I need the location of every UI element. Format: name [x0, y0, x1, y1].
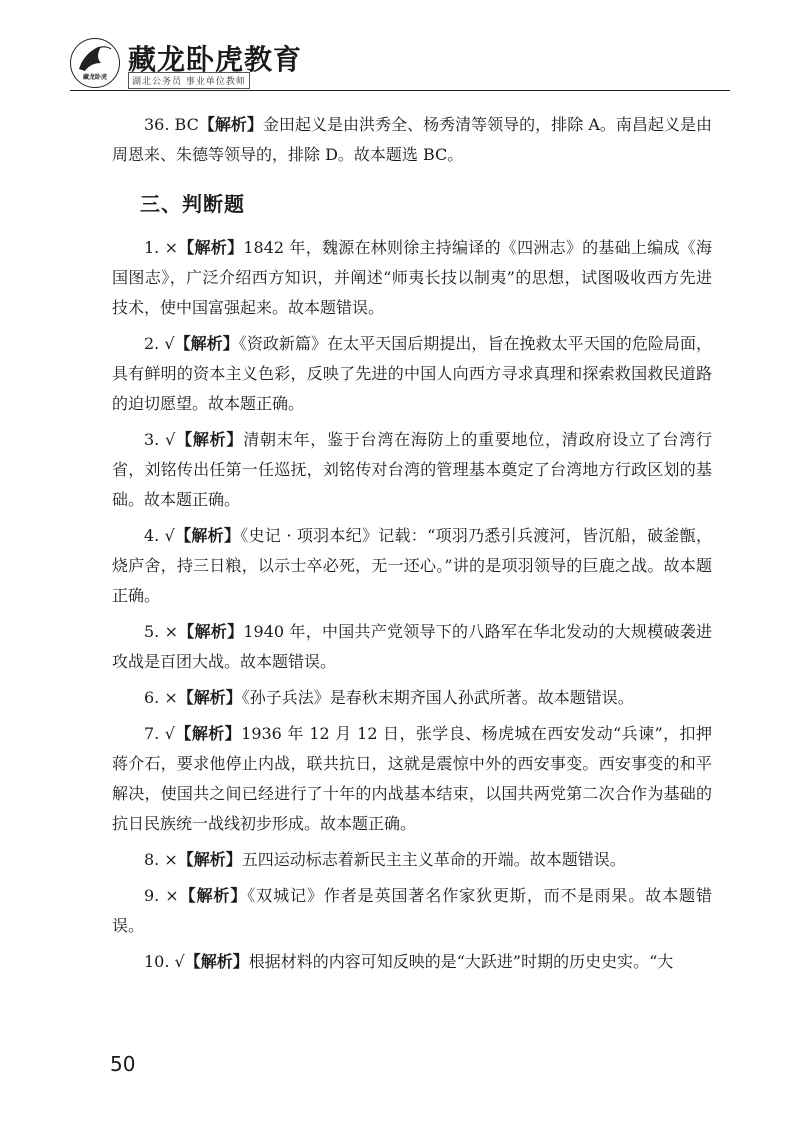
brand-logo	[70, 38, 120, 88]
answer-item	[112, 845, 712, 875]
answer-number: 4. √	[144, 526, 175, 545]
answer-number: 9. ×	[144, 886, 179, 905]
analysis-tag: 【解析】	[177, 850, 242, 869]
answer-number: 6. ×	[144, 688, 178, 707]
answer-item	[112, 719, 712, 839]
answer-text: 根据材料的内容可知反映的是“大跃进”时期的历史史实。“大	[248, 952, 674, 971]
answer-text: 清朝末年，鉴于台湾在海防上的重要地位，清政府设立了台湾行省，刘铭传出任第一任巡抚，刘铭传对台湾的管理基本奠定了台湾地方行政区划的基础。故本题正确。	[112, 430, 712, 509]
logo-label: 藏龙卧虎	[82, 74, 107, 81]
page-content	[112, 110, 712, 983]
answer-text: 《孙子兵法》是春秋末期齐国人孙武所著。故本题错误。	[241, 688, 634, 707]
answer-text: 1936 年 12 月 12 日，张学良、杨虎城在西安发动“兵谏”，扣押蒋介石，要求他停止内战，联共抗日，这就是震惊中外的西安事变。西安事变的和平解决，使国共之间已经进行了十年的内战基本结束，以国共两党第二次合作为基础的抗日民族统一战线初步形成。故本题正确。	[112, 724, 712, 833]
answer-text: 《史记 · 项羽本纪》记载：“项羽乃悉引兵渡河，皆沉船，破釜甑，烧庐舍，持三日粮，以示士卒必死，无一还心。”讲的是项羽领导的巨鹿之战。故本题正确。	[112, 526, 712, 605]
analysis-tag: 【解析】	[184, 952, 249, 971]
answer-number: 7. √	[144, 724, 175, 743]
page-header	[0, 0, 800, 92]
answer-text: 1940 年，中国共产党领导下的八路军在华北发动的大规模破袭进攻战是百团大战。故本题错误。	[112, 622, 712, 671]
analysis-tag: 【解析】	[178, 238, 244, 257]
answer-number: 8. ×	[144, 850, 178, 869]
answer-item	[112, 329, 712, 419]
answer-number: 5. ×	[144, 622, 179, 641]
analysis-tag: 【解析】	[178, 622, 244, 641]
analysis-tag: 【解析】	[177, 688, 242, 707]
answer-text: 金田起义是由洪秀全、杨秀清等领导的，排除 A。南昌起义是由周恩来、朱德等领导的，排除 D。故本题选 BC。	[112, 115, 712, 164]
answer-item	[112, 425, 712, 515]
answer-text: 《双城记》作者是英国著名作家狄更斯，而不是雨果。故本题错误。	[112, 886, 712, 935]
answer-text: 五四运动标志着新民主主义革命的开端。故本题错误。	[241, 850, 626, 869]
answer-number: 10. √	[144, 952, 185, 971]
answer-item	[112, 683, 712, 713]
analysis-tag: 【解析】	[198, 115, 263, 134]
header-divider	[70, 90, 730, 91]
answer-number: 3. √	[144, 430, 176, 449]
answer-item	[112, 881, 712, 941]
answer-text: 1842 年，魏源在林则徐主持编译的《四洲志》的基础上编成《海国图志》，广泛介绍西方知识，并阐述“师夷长技以制夷”的思想，试图吸收西方先进技术，使中国富强起来。故本题错误。	[112, 238, 712, 317]
analysis-tag: 【解析】	[178, 886, 248, 905]
answer-item	[112, 617, 712, 677]
answer-item	[112, 521, 712, 611]
page-number: 50	[110, 1052, 136, 1076]
answer-item	[112, 947, 712, 977]
analysis-tag: 【解析】	[175, 430, 244, 449]
analysis-tag: 【解析】	[174, 526, 241, 545]
answer-number: 1. ×	[144, 238, 179, 257]
answer-text: 《资政新篇》在太平天国后期提出，旨在挽救太平天国的危险局面，具有鲜明的资本主义色彩，反映了先进的中国人向西方寻求真理和探索救国救民道路的迫切愿望。故本题正确。	[112, 334, 712, 413]
brand-title: 藏龙卧虎教育	[128, 43, 303, 76]
analysis-tag: 【解析】	[174, 334, 239, 353]
answer-item	[112, 233, 712, 323]
answer-item	[112, 110, 712, 170]
brand-subtitle: 湖北公务员 事业单位教师	[128, 72, 250, 89]
analysis-tag: 【解析】	[174, 724, 242, 743]
section-heading: 三、判断题	[140, 192, 245, 216]
answer-number: 36. BC	[144, 115, 199, 134]
answer-number: 2. √	[144, 334, 175, 353]
